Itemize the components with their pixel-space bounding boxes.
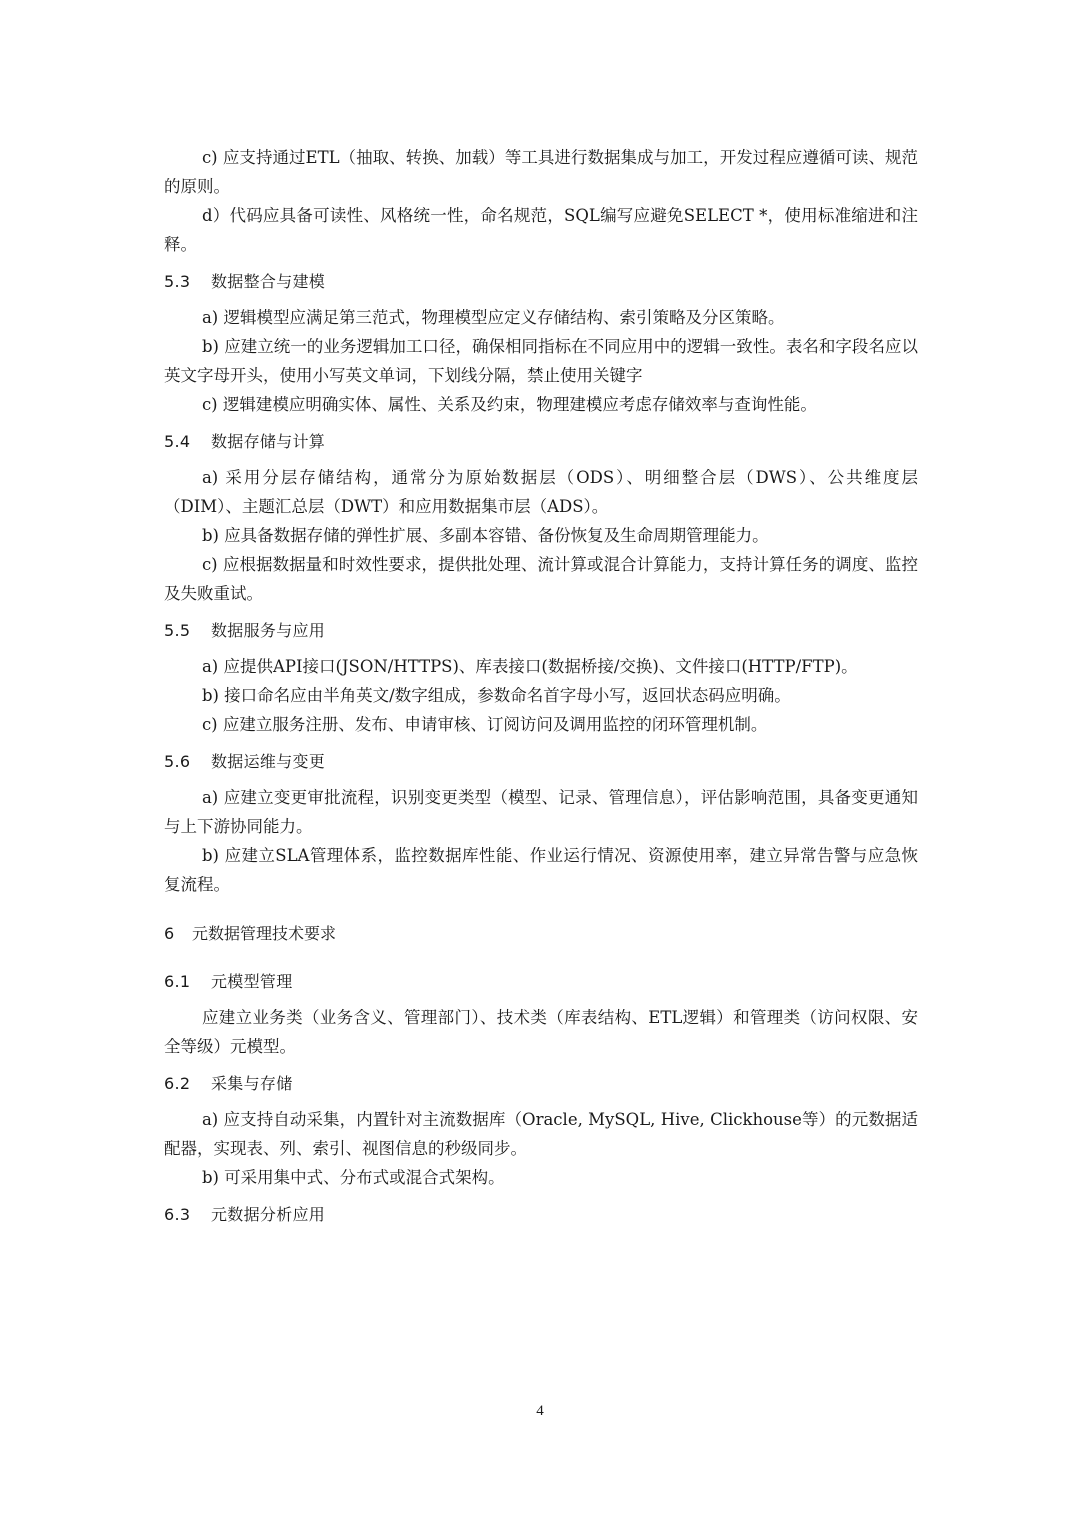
- section-5-4-item-a: a) 采用分层存储结构，通常分为原始数据层（ODS）、明细整合层（DWS）、公共维度层（DIM）、主题汇总层（DWT）和应用数据集市层（ADS）。: [164, 468, 918, 516]
- chapter-number: 6: [164, 924, 175, 943]
- section-title: 数据服务与应用: [211, 621, 326, 640]
- section-5-3-item-b: b) 应建立统一的业务逻辑加工口径，确保相同指标在不同应用中的逻辑一致性。表名和字段名应以英文字母开头，使用小写英文单词，下划线分隔，禁止使用关键字: [164, 337, 918, 385]
- section-5-4-item-c: c) 应根据数据量和时效性要求，提供批处理、流计算或混合计算能力，支持计算任务的调度、监控及失败重试。: [164, 555, 918, 603]
- section-5-5-item-a: a) 应提供API接口(JSON/HTTPS)、库表接口(数据桥接/交换)、文件接口(HTTP/FTP)。: [201, 657, 858, 676]
- page-number: 4: [536, 1403, 544, 1419]
- section-heading-5-4: [164, 427, 918, 456]
- section-5-5-item-c: c) 应建立服务注册、发布、申请审核、订阅访问及调用监控的闭环管理机制。: [201, 715, 768, 734]
- section-6-2-item-b: b) 可采用集中式、分布式或混合式架构。: [201, 1168, 505, 1187]
- chapter-heading-6: [164, 919, 918, 948]
- chapter-title: 元数据管理技术要求: [192, 924, 337, 943]
- section-title: 元数据分析应用: [211, 1205, 326, 1224]
- section-heading-5-3: [164, 267, 918, 296]
- section-heading-6-1: [164, 967, 918, 996]
- section-title: 数据运维与变更: [211, 752, 326, 771]
- section-title: 采集与存储: [211, 1074, 293, 1093]
- section-number: 5.6: [164, 752, 191, 771]
- section-5-6-item-b: b) 应建立SLA管理体系，监控数据库性能、作业运行情况、资源使用率，建立异常告警与应急恢复流程。: [164, 846, 918, 894]
- section-5-3-item-a: a) 逻辑模型应满足第三范式，物理模型应定义存储结构、索引策略及分区策略。: [201, 308, 785, 327]
- intro-item-c: c) 应支持通过ETL（抽取、转换、加载）等工具进行数据集成与加工，开发过程应遵循可读、规范的原则。: [164, 148, 918, 196]
- section-5-5-item-b: b) 接口命名应由半角英文/数字组成，参数命名首字母小写，返回状态码应明确。: [201, 686, 791, 705]
- section-number: 5.3: [164, 272, 191, 291]
- section-number: 5.5: [164, 621, 191, 640]
- section-6-2-item-a: a) 应支持自动采集，内置针对主流数据库（Oracle, MySQL, Hive, Clickhouse等）的元数据适配器，实现表、列、索引、视图信息的秒级同步。: [164, 1110, 918, 1158]
- page-content: [164, 143, 918, 1236]
- section-5-6-item-a: a) 应建立变更审批流程，识别变更类型（模型、记录、管理信息），评估影响范围，具备变更通知与上下游协同能力。: [164, 788, 918, 836]
- section-number: 6.2: [164, 1074, 191, 1093]
- section-5-4-item-b: b) 应具备数据存储的弹性扩展、多副本容错、备份恢复及生命周期管理能力。: [201, 526, 769, 545]
- section-number: 5.4: [164, 432, 191, 451]
- section-heading-6-3: [164, 1200, 918, 1229]
- section-heading-5-6: [164, 747, 918, 776]
- section-6-1-body: 应建立业务类（业务含义、管理部门）、技术类（库表结构、ETL逻辑）和管理类（访问权限、安全等级）元模型。: [164, 1008, 918, 1056]
- intro-item-d: d）代码应具备可读性、风格统一性，命名规范，SQL编写应避免SELECT *，使用标准缩进和注释。: [164, 206, 918, 254]
- section-heading-5-5: [164, 616, 918, 645]
- section-number: 6.3: [164, 1205, 191, 1224]
- section-heading-6-2: [164, 1069, 918, 1098]
- section-title: 元模型管理: [211, 972, 293, 991]
- section-5-3-item-c: c) 逻辑建模应明确实体、属性、关系及约束，物理建模应考虑存储效率与查询性能。: [201, 395, 817, 414]
- section-title: 数据存储与计算: [211, 432, 326, 451]
- section-number: 6.1: [164, 972, 191, 991]
- section-title: 数据整合与建模: [211, 272, 326, 291]
